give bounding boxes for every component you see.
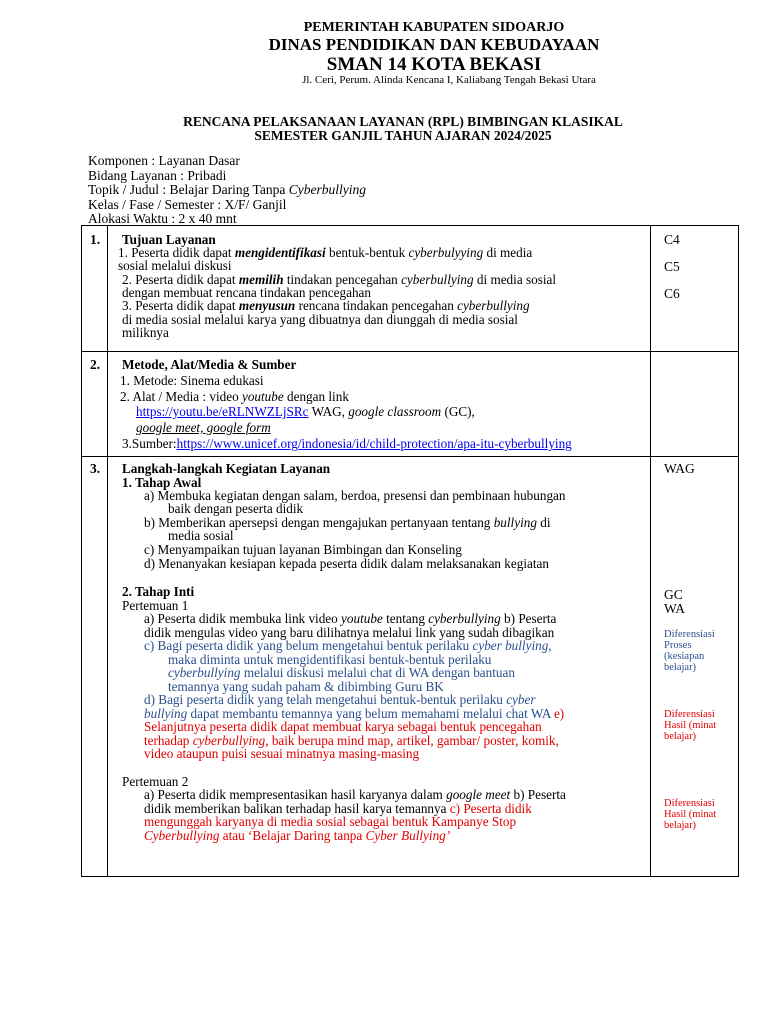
section-2-line: 2. Alat / Media : video youtube dengan link xyxy=(120,389,349,404)
section-2-line: google meet, google form xyxy=(136,420,271,435)
info-topik-label: Topik / Judul : Belajar Daring Tanpa xyxy=(88,182,289,198)
media-gc: GC xyxy=(664,587,683,602)
pertemuan-1-label: Pertemuan 1 xyxy=(122,598,189,613)
info-topik-italic: Cyberbullying xyxy=(288,182,366,198)
tahap-awal-heading: 1. Tahap Awal xyxy=(122,475,202,490)
section-3-line: bullying dapat membantu temannya yang belum memahami melalui chat WA e) xyxy=(144,706,565,721)
header-department: DINAS PENDIDIKAN DAN KEBUDAYAAN xyxy=(268,35,600,54)
section-1-line: 2. Peserta didik dapat memilih tindakan pencegahan cyberbullying di media sosial xyxy=(122,272,557,287)
section-3-line: video ataupun puisi sesuai minatnya masing-masing xyxy=(144,746,420,761)
section-2-line: 3.Sumber:https://www.unicef.org/indonesia/id/child-protection/apa-itu-cyberbullying xyxy=(122,436,572,451)
header-government: PEMERINTAH KABUPATEN SIDOARJO xyxy=(303,20,565,35)
section-3-line: c) Menyampaikan tujuan layanan Bimbingan dan Konseling xyxy=(144,542,462,557)
section-1-number: 1. xyxy=(90,232,101,247)
document-subtitle: SEMESTER GANJIL TAHUN AJARAN 2024/2025 xyxy=(254,128,552,143)
info-kelas: Kelas / Fase / Semester : X/F/ Ganjil xyxy=(88,196,287,212)
section-1-line: 1. Peserta didik dapat mengidentifikasi bentuk-bentuk cyberbulyying di media xyxy=(118,245,533,260)
section-1-line: miliknya xyxy=(122,325,169,340)
media-wag: WAG xyxy=(664,461,695,476)
section-3-line: didik memberikan balikan terhadap hasil karya temannya c) Peserta didik xyxy=(144,801,532,816)
level-c5: C5 xyxy=(664,259,680,274)
section-3-line: maka diminta untuk mengidentifikasi bentuk-bentuk perilaku xyxy=(168,652,492,667)
document-info xyxy=(88,154,366,227)
section-2-line: 1. Metode: Sinema edukasi xyxy=(120,373,264,388)
column-divider-1 xyxy=(107,226,108,876)
section-3-line: didik mengulas video yang baru dilihatnya melalui link yang sudah dibagikan xyxy=(144,625,555,640)
section-1-line: dengan membuat rencana tindakan pencegahan xyxy=(122,285,371,300)
section-3-line: b) Memberikan apersepsi dengan mengajukan pertanyaan tentang bullying di xyxy=(144,515,551,530)
tahap-inti-heading: 2. Tahap Inti xyxy=(122,584,195,599)
section-2-number: 2. xyxy=(90,357,101,372)
section-3-heading: Langkah-langkah Kegiatan Layanan xyxy=(122,461,331,476)
row-divider-2 xyxy=(82,456,738,457)
pertemuan-2-label: Pertemuan 2 xyxy=(122,774,189,789)
section-3-line: d) Bagi peserta didik yang telah mengetahui bentuk-bentuk perilaku cyber xyxy=(144,692,536,707)
info-alokasi: Alokasi Waktu : 2 x 40 mnt xyxy=(88,211,237,227)
unicef-link[interactable]: https://www.unicef.org/indonesia/id/child-protection/apa-itu-cyberbullying xyxy=(176,436,572,451)
level-c6: C6 xyxy=(664,286,680,301)
info-komponen: Komponen : Layanan Dasar xyxy=(88,153,240,168)
media-wa: WA xyxy=(664,601,685,616)
section-3-line: mengunggah karyanya di media sosial sebagai bentuk Kampanye Stop xyxy=(144,814,517,829)
document-title: RENCANA PELAKSANAAN LAYANAN (RPL) BIMBINGAN KLASIKAL xyxy=(183,114,623,129)
section-3-line: a) Peserta didik membuka link video youtube tentang cyberbullying b) Peserta xyxy=(144,611,557,626)
section-3-line: c) Bagi peserta didik yang belum mengetahui bentuk perilaku cyber bullying, xyxy=(144,638,552,653)
section-3-line: Cyberbullying atau ‘Belajar Daring tanpa Cyber Bullying’ xyxy=(144,828,451,843)
differentiation-process-note: Diferensiasi Proses (kesiapan belajar) xyxy=(664,629,715,673)
section-2-heading: Metode, Alat/Media & Sumber xyxy=(122,357,297,372)
differentiation-product-note: Diferensiasi Hasil (minat belajar) xyxy=(664,709,717,742)
info-topik xyxy=(88,183,366,198)
level-c4: C4 xyxy=(664,232,680,247)
header-address: Jl. Ceri, Perum. Alinda Kencana I, Kaliabang Tengah Bekasi Utara xyxy=(302,74,596,86)
section-3-line: terhadap cyberbullying, baik berupa mind map, artikel, gambar/ poster, komik, xyxy=(144,733,559,748)
section-1-line: sosial melalui diskusi xyxy=(118,258,232,273)
section-2-line: https://youtu.be/eRLNWZLjSRc WAG, google classroom (GC), xyxy=(136,404,475,419)
plan-table xyxy=(81,225,739,877)
youtube-link[interactable]: https://youtu.be/eRLNWZLjSRc xyxy=(136,404,309,419)
info-bidang: Bidang Layanan : Pribadi xyxy=(88,167,227,183)
differentiation-product-note-2: Diferensiasi Hasil (minat belajar) xyxy=(664,798,717,831)
section-3-line: a) Peserta didik mempresentasikan hasil karyanya dalam google meet b) Peserta xyxy=(144,787,566,802)
section-3-number: 3. xyxy=(90,461,101,476)
section-1-line: 3. Peserta didik dapat menyusun rencana tindakan pencegahan cyberbullying xyxy=(122,298,530,313)
section-3-line: a) Membuka kegiatan dengan salam, berdoa, presensi dan pembinaan hubungan xyxy=(144,488,566,503)
section-1-line: di media sosial melalui karya yang dibuatnya dan diunggah di media sosial xyxy=(122,312,518,327)
section-3-line: cyberbullying melalui diskusi melalui chat di WA dengan bantuan xyxy=(168,665,515,680)
section-3-line: d) Menanyakan kesiapan kepada peserta didik dalam melaksanakan kegiatan xyxy=(144,556,549,571)
column-divider-2 xyxy=(650,226,651,876)
section-3-line: baik dengan peserta didik xyxy=(168,501,304,516)
section-3-line: temannya yang sudah paham & dibimbing Guru BK xyxy=(168,679,444,694)
header-school: SMAN 14 KOTA BEKASI xyxy=(326,54,542,75)
section-3-line: media sosial xyxy=(168,528,234,543)
row-divider-1 xyxy=(82,351,738,352)
section-3-line: Selanjutnya peserta didik dapat membuat karya sebagai bentuk pencegahan xyxy=(144,719,542,734)
section-1-heading: Tujuan Layanan xyxy=(122,232,216,247)
